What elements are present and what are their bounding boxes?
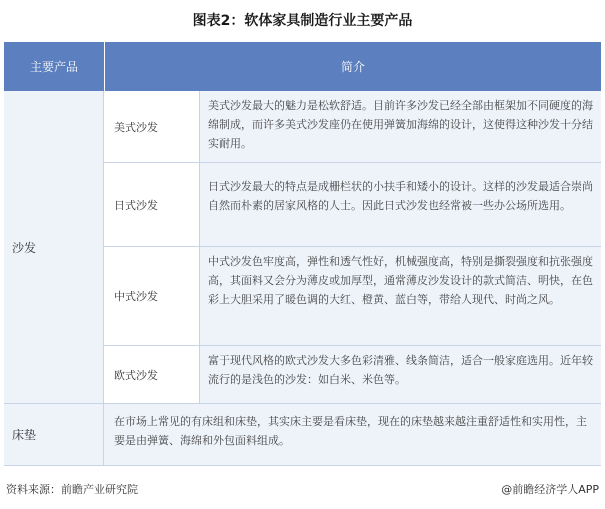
table-body [4, 91, 601, 466]
credit-note: @前瞻经济学人APP [501, 483, 599, 496]
category-mattress: 床垫 [4, 404, 104, 466]
mattress-desc: 在市场上常见的有床组和床垫，其实床主要是看床垫，现在的床垫越来越注重舒适性和实用性，主要是由弹簧、海绵和外包面料组成。 [104, 404, 601, 466]
sofa-chinese-desc: 中式沙发色牢度高，弹性和透气性好，机械强度高，特别是撕裂强度和抗张强度高，其面料又会分为薄皮或加厚型，通常薄皮沙发设计的款式简洁、明快，在色彩上大胆采用了暖色调的大红、橙黄、蓝白等，带给人现代、时尚之风。 [200, 247, 601, 346]
header-product: 主要产品 [4, 42, 105, 91]
sofa-european-desc: 富于现代风格的欧式沙发大多色彩清雅、线条简洁，适合一般家庭选用。近年较流行的是浅色的沙发：如白米、米色等。 [200, 346, 601, 404]
page-title: 图表2：软体家具制造行业主要产品 [192, 13, 413, 29]
sofa-european-name: 欧式沙发 [104, 346, 200, 404]
table-header [4, 42, 601, 91]
sofa-japanese-desc: 日式沙发最大的特点是成栅栏状的小扶手和矮小的设计。这样的沙发最适合崇尚自然而朴素的居家风格的人士。因此日式沙发也经常被一些办公场所选用。 [200, 163, 601, 247]
source-note: 资料来源：前瞻产业研究院 [6, 483, 138, 496]
sofa-american-desc: 美式沙发最大的魅力是松软舒适。目前许多沙发已经全部由框架加不同硬度的海绵制成，而许多美式沙发座仍在使用弹簧加海绵的设计，这使得这种沙发十分结实耐用。 [200, 91, 601, 163]
category-sofa: 沙发 [4, 91, 104, 404]
header-intro: 简介 [340, 60, 365, 74]
sofa-japanese-name: 日式沙发 [104, 163, 200, 247]
sofa-american-name: 美式沙发 [104, 91, 200, 163]
sofa-chinese-name: 中式沙发 [104, 247, 200, 346]
